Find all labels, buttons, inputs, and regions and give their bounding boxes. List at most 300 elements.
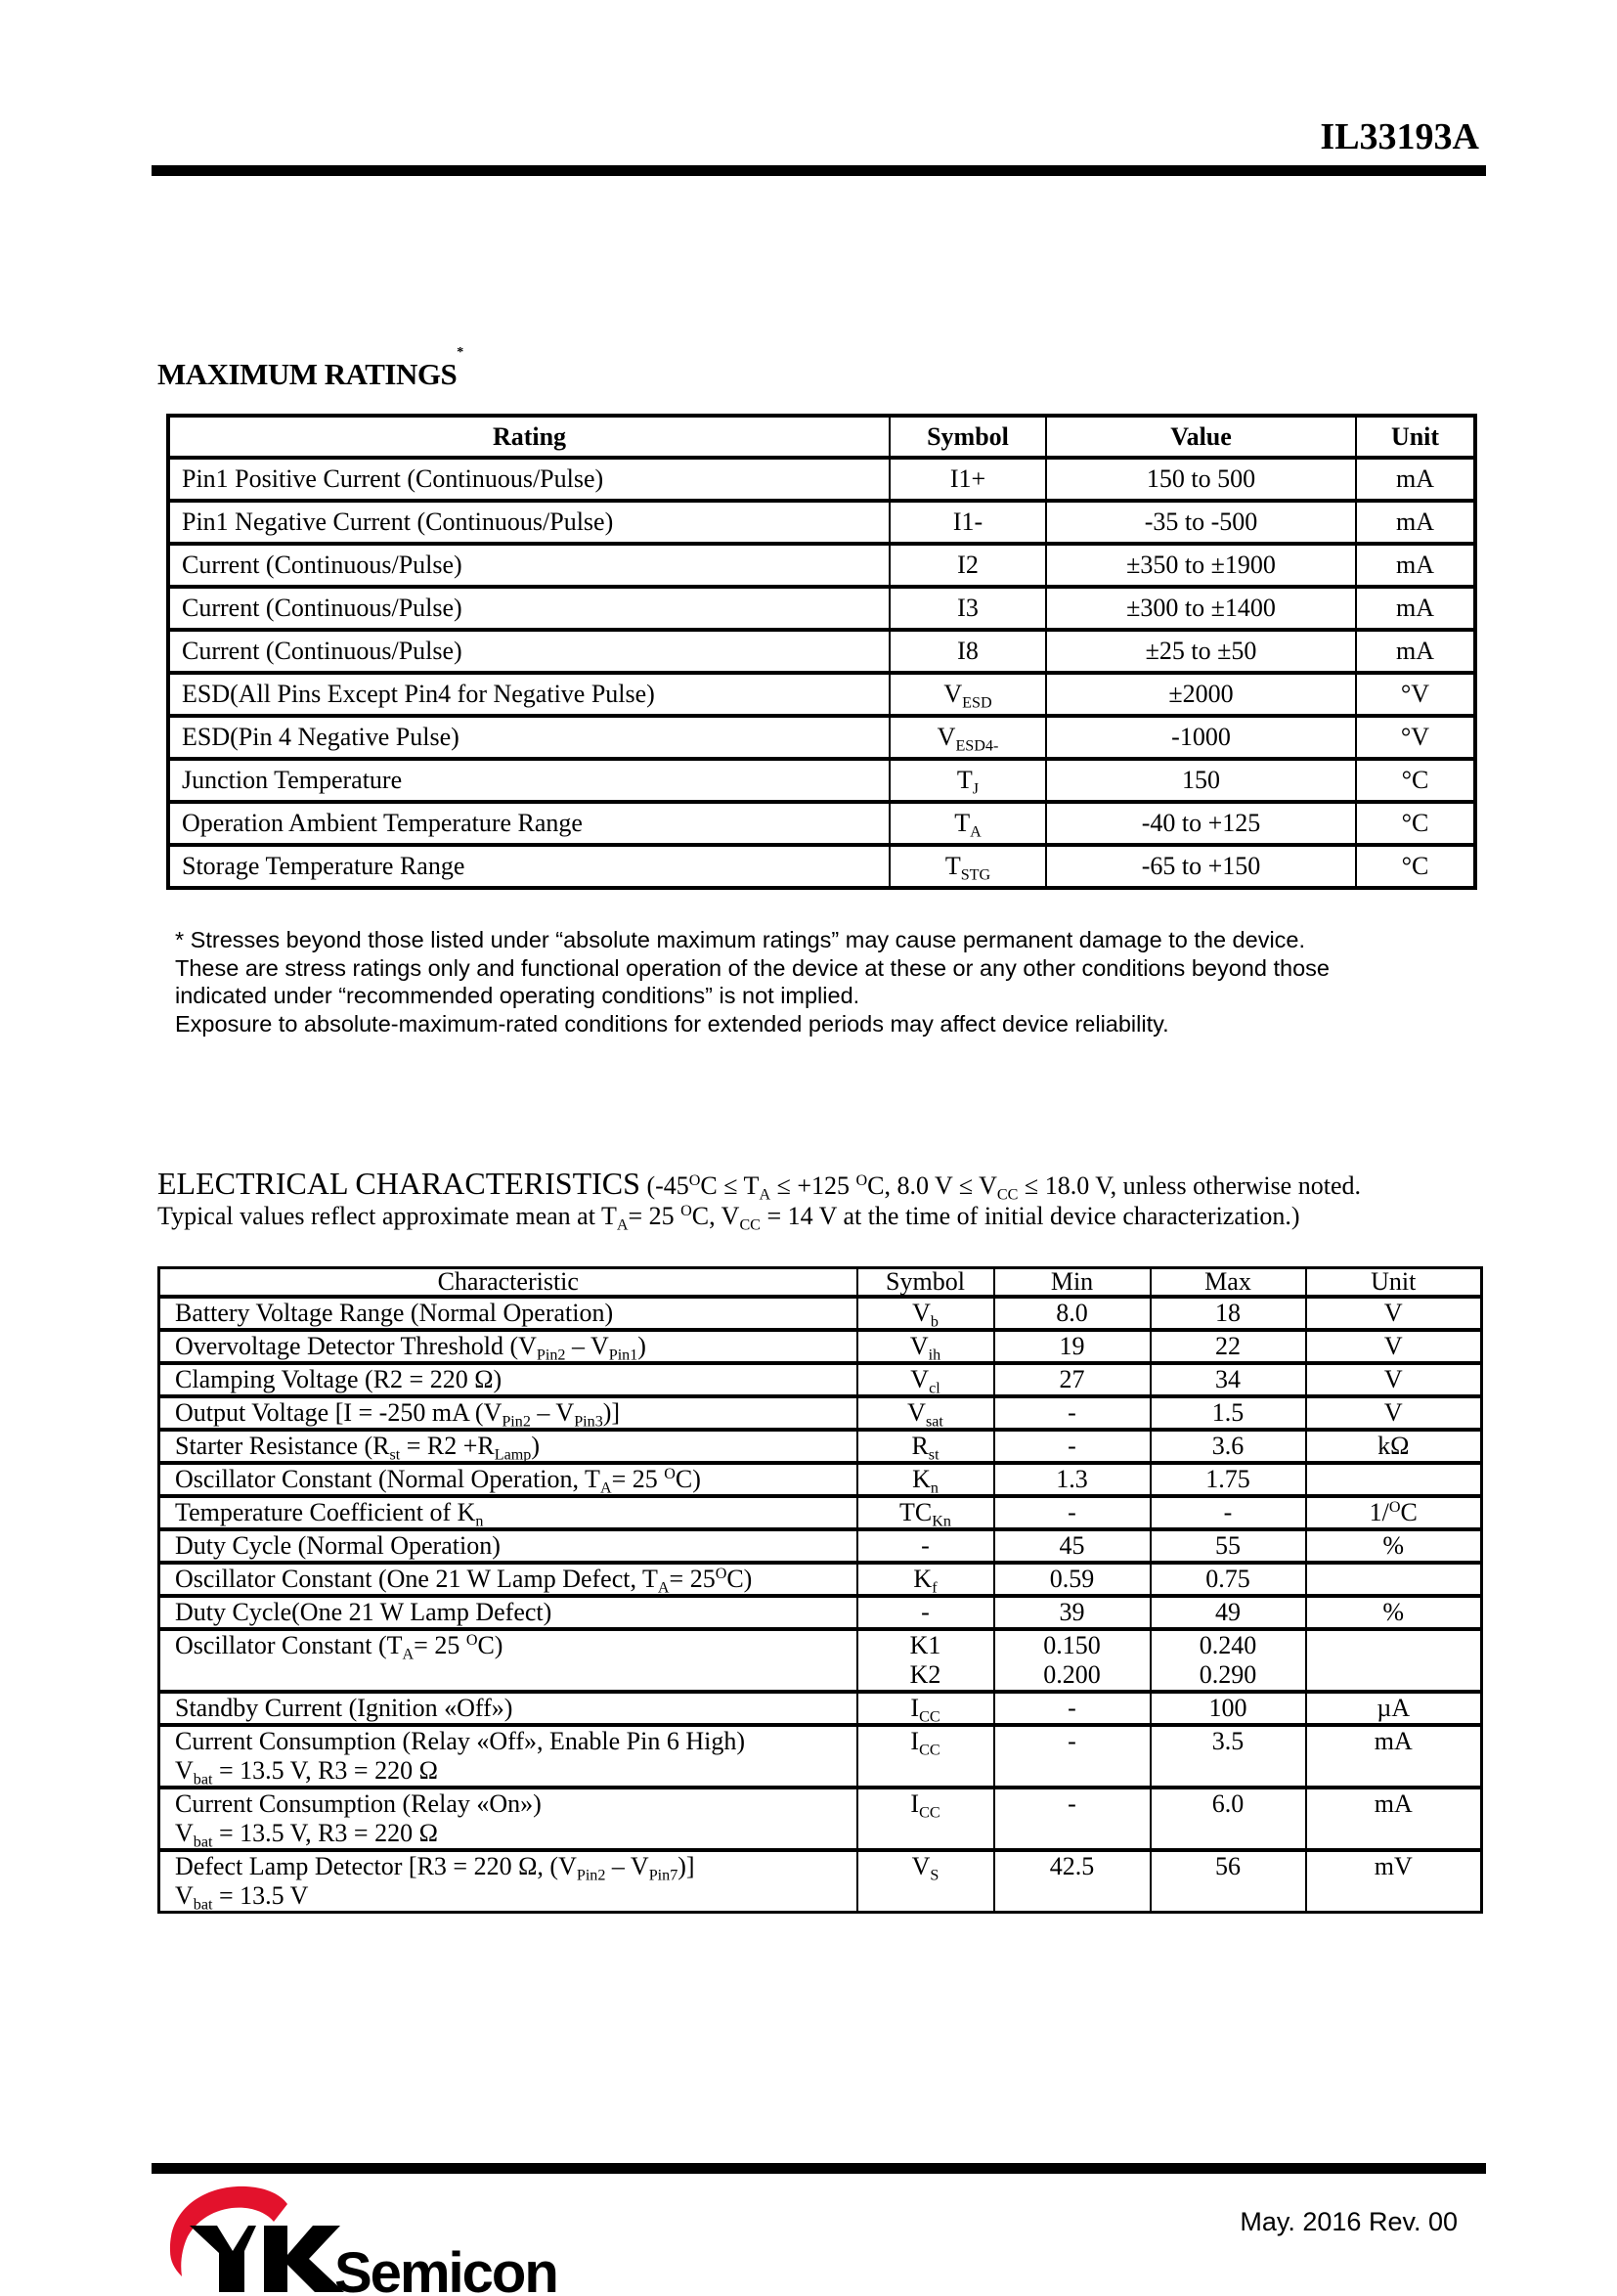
cell-line [1152,1498,1305,1527]
table-row [168,716,1475,759]
text-segment: 6.0 [1211,1789,1245,1818]
cell-line [175,1365,856,1394]
subscript: bat [193,1896,213,1914]
rating-cell: Operation Ambient Temperature Range [168,802,890,845]
text-segment: – V [605,1852,649,1880]
text-segment: 3.5 [1211,1727,1245,1755]
cell-line [1152,1531,1305,1561]
cell-line [858,1660,993,1690]
subscript: Pin1 [608,1347,638,1364]
subscript: CC [919,1804,940,1822]
superscript: O [855,1172,868,1190]
unit-cell: mA [1356,587,1475,630]
unit-cell [1306,1563,1482,1596]
table-row [159,1725,1482,1788]
text-segment: = 14 V at the time of initial device characterization.) [760,1202,1300,1230]
table-header-row [168,416,1475,458]
cell-line [858,1498,993,1530]
cell-line [1152,1727,1305,1756]
text-segment: V [175,1756,194,1785]
text-segment: C ≤ T [700,1171,760,1200]
characteristic-cell [159,1692,857,1725]
min-cell [994,1563,1151,1596]
table-row [168,759,1475,802]
text-segment: = R2 +R [400,1432,495,1460]
cell-line [858,1332,993,1364]
text-segment: 0.75 [1205,1565,1250,1593]
subscript: n [930,1479,939,1497]
cell-line [995,1498,1150,1527]
unit-cell: °C [1356,802,1475,845]
text-segment: 27 [1059,1365,1085,1393]
text-segment: Typical values reflect approximate mean at T [157,1202,617,1230]
characteristic-cell [159,1330,857,1363]
rating-cell: ESD(All Pins Except Pin4 for Negative Pulse) [168,673,890,716]
cell-line [995,1432,1150,1461]
text-segment: Current Consumption (Relay «Off», Enable Pin 6 High) [175,1727,746,1755]
cell-line [1307,1852,1481,1881]
text-segment: 0.240 [1199,1631,1257,1659]
table-header-row [159,1268,1482,1298]
subscript: st [928,1446,940,1464]
min-cell [994,1297,1151,1330]
rating-cell: Current (Continuous/Pulse) [168,587,890,630]
text-segment: I8 [957,637,979,665]
rating-cell: ESD(Pin 4 Negative Pulse) [168,716,890,759]
table-row [159,1629,1482,1692]
symbol-cell [857,1596,994,1629]
cell-line [1152,1631,1305,1660]
text-segment: V [907,1398,926,1427]
text-segment: Temperature Coefficient of K [175,1498,476,1526]
max-cell [1151,1529,1306,1563]
cell-line [995,1598,1150,1627]
text-segment: 19 [1059,1332,1085,1360]
max-cell [1151,1363,1306,1396]
unit-cell [1306,1363,1482,1396]
unit-cell: °V [1356,716,1475,759]
cell-line [1152,1432,1305,1461]
cell-line [995,1332,1150,1361]
text-segment: Oscillator Constant (T [175,1631,403,1659]
text-segment: = 25 [611,1465,665,1493]
cell-line [175,1881,856,1914]
cell-line [858,1598,993,1627]
table-row [168,845,1475,888]
symbol-cell [890,501,1046,544]
cell-line [1307,1432,1481,1461]
footnote-line: These are stress ratings only and functional operation of the device at these or any other conditions beyond those [175,954,1330,981]
symbol-cell [857,1496,994,1529]
table-row [168,587,1475,630]
text-segment: - [1068,1694,1076,1722]
subscript: ih [928,1347,941,1364]
unit-cell [1306,1297,1482,1330]
cell-line [1152,1789,1305,1819]
text-segment: 3.6 [1211,1432,1245,1460]
cell-line [1307,1789,1481,1819]
symbol-cell [857,1629,994,1692]
cell-line [175,1332,856,1364]
text-segment: 39 [1059,1598,1085,1626]
part-number: IL33193A [1320,116,1479,157]
text-segment: V [943,680,963,708]
cell-line [175,1756,856,1786]
text-segment: I [910,1789,920,1818]
cell-line [175,1432,856,1464]
table-row [168,802,1475,845]
cell-line [1152,1598,1305,1627]
text-segment: R [911,1432,929,1460]
max-cell [1151,1330,1306,1363]
value-cell: 150 [1046,759,1356,802]
electrical-characteristics-table [157,1266,1483,1914]
cell-line [1307,1531,1481,1561]
subscript: STG [960,866,991,884]
text-segment: I2 [957,551,979,579]
max-cell [1151,1725,1306,1788]
characteristic-cell [159,1297,857,1330]
cell-line [995,1694,1150,1723]
text-segment: Duty Cycle (Normal Operation) [175,1531,501,1560]
subscript: Pin2 [536,1347,566,1364]
characteristic-cell [159,1463,857,1496]
column-header-max: Max [1151,1268,1306,1298]
text-segment: = 25 [628,1202,681,1230]
column-header-unit: Unit [1356,416,1475,458]
text-segment: 0.59 [1049,1565,1095,1593]
cell-line [1152,1332,1305,1361]
cell-line [995,1631,1150,1660]
characteristic-cell [159,1629,857,1692]
table-row [159,1850,1482,1913]
subscript: Lamp [494,1446,532,1464]
text-segment: Output Voltage [I = -250 mA (V [175,1398,503,1427]
rating-cell: Current (Continuous/Pulse) [168,544,890,587]
min-cell [994,1692,1151,1725]
text-segment: T [956,766,973,794]
text-segment: 22 [1215,1332,1241,1360]
value-cell: ±2000 [1046,673,1356,716]
characteristic-cell [159,1529,857,1563]
text-segment: - [921,1598,930,1626]
cell-line [1307,1299,1481,1328]
subscript: CC [919,1742,940,1759]
subscript: A [759,1186,771,1204]
column-header-value: Value [1046,416,1356,458]
text-segment: V [912,1299,931,1327]
text-segment: 0.200 [1043,1660,1101,1689]
max-cell [1151,1430,1306,1463]
cell-line [995,1365,1150,1394]
table-row [159,1596,1482,1629]
text-segment: 100 [1208,1694,1247,1722]
cell-line [858,1727,993,1759]
electrical-characteristics-title: ELECTRICAL CHARACTERISTICS [157,1166,640,1201]
unit-cell [1306,1330,1482,1363]
text-segment: - [1068,1498,1076,1526]
subscript: A [599,1479,612,1497]
text-segment: 49 [1215,1598,1241,1626]
conditions-line-2 [157,1201,1361,1234]
text-segment: V [937,723,956,751]
cell-line [1307,1727,1481,1756]
max-cell [1151,1563,1306,1596]
subscript: f [932,1579,938,1597]
unit-cell [1306,1430,1482,1463]
subscript: CC [739,1216,761,1234]
subscript: A [616,1216,629,1234]
text-segment: = 25 [414,1631,466,1659]
max-ratings-footnote [175,926,1330,1038]
unit-cell [1306,1596,1482,1629]
rating-cell: Current (Continuous/Pulse) [168,630,890,673]
max-ratings-title-text: MAXIMUM RATINGS [157,357,458,391]
cell-line [858,1299,993,1331]
text-segment: ) [637,1332,646,1360]
text-segment: V [909,1332,929,1360]
text-segment: K2 [909,1660,941,1689]
text-segment: K1 [909,1631,941,1659]
electrical-characteristics-heading [157,1166,1361,1234]
cell-line [175,1565,856,1597]
table-row [168,544,1475,587]
text-segment: I1+ [949,464,986,493]
unit-cell: mA [1356,544,1475,587]
unit-cell [1306,1463,1482,1496]
cell-line [175,1819,856,1851]
table-row [159,1363,1482,1396]
table-row [159,1496,1482,1529]
min-cell [994,1850,1151,1913]
cell-line [858,1789,993,1822]
text-segment: = 13.5 V, R3 = 220 Ω [212,1819,438,1847]
symbol-cell [857,1850,994,1913]
cell-line [995,1299,1150,1328]
max-cell [1151,1629,1306,1692]
subscript: sat [925,1413,943,1431]
cell-line [858,1631,993,1660]
text-segment: - [1068,1398,1076,1427]
cell-line [1152,1365,1305,1394]
text-segment: TC [899,1498,933,1526]
text-segment: Clamping Voltage (R2 = 220 Ω) [175,1365,503,1393]
text-segment: ≤ +125 [770,1171,856,1200]
cell-line [995,1789,1150,1819]
cell-line [175,1398,856,1431]
text-segment: - [1068,1727,1076,1755]
table-row [159,1396,1482,1430]
cell-line [175,1498,856,1530]
subscript: Pin2 [502,1413,531,1431]
symbol-cell [890,458,1046,501]
superscript: O [680,1203,692,1220]
min-cell [994,1330,1151,1363]
symbol-cell [857,1529,994,1563]
unit-cell: mA [1356,630,1475,673]
text-segment: C [1400,1498,1418,1526]
subscript: cl [929,1380,940,1397]
characteristic-cell [159,1850,857,1913]
min-cell [994,1629,1151,1692]
cell-line [1152,1465,1305,1494]
cell-line [1307,1598,1481,1627]
superscript: O [715,1566,727,1583]
text-segment: 1.75 [1205,1465,1250,1493]
footnote-mark: * [457,345,463,360]
symbol-cell [890,673,1046,716]
cell-line [995,1565,1150,1594]
text-segment: - [1068,1432,1076,1460]
cell-line [1152,1852,1305,1881]
cell-line [995,1531,1150,1561]
text-segment: 1.3 [1056,1465,1088,1493]
text-segment: V [175,1881,194,1910]
subscript: n [475,1513,484,1530]
unit-cell: °V [1356,673,1475,716]
unit-cell [1306,1692,1482,1725]
rating-cell: Pin1 Negative Current (Continuous/Pulse) [168,501,890,544]
subscript: CC [996,1186,1019,1204]
table-row [159,1563,1482,1596]
max-cell [1151,1788,1306,1850]
text-segment: V [1383,1299,1403,1327]
text-segment: 0.290 [1199,1660,1257,1689]
unit-cell: °C [1356,759,1475,802]
text-segment: T [944,852,961,880]
table-row [168,458,1475,501]
text-segment: K [912,1465,931,1493]
characteristic-cell [159,1563,857,1596]
cell-line [1152,1660,1305,1690]
unit-cell [1306,1629,1482,1692]
min-cell [994,1596,1151,1629]
cell-line [1152,1299,1305,1328]
text-segment: K [913,1565,933,1593]
footnote-line: Exposure to absolute-maximum-rated conditions for extended periods may affect device reliability. [175,1011,1169,1038]
column-header-characteristic: Characteristic [159,1268,857,1298]
table-row [159,1297,1482,1330]
text-segment: 8.0 [1056,1299,1088,1327]
text-segment: V [175,1819,194,1847]
footnote-line: indicated under “recommended operating conditions” is not implied. [175,983,860,1009]
characteristic-cell [159,1496,857,1529]
cell-line [995,1852,1150,1881]
cell-line [175,1694,856,1723]
cell-line [1307,1398,1481,1428]
text-segment: 18 [1215,1299,1241,1327]
value-cell: ±300 to ±1400 [1046,587,1356,630]
symbol-cell [890,716,1046,759]
cell-line [175,1789,856,1819]
subscript: S [930,1867,940,1884]
rating-cell: Junction Temperature [168,759,890,802]
symbol-cell [857,1396,994,1430]
max-cell [1151,1850,1306,1913]
text-segment: )] [602,1398,621,1427]
column-header-symbol: Symbol [857,1268,994,1298]
text-segment: (-45 [639,1171,689,1200]
unit-cell [1306,1850,1482,1913]
subscript: Pin2 [576,1867,606,1884]
rating-cell: Pin1 Positive Current (Continuous/Pulse) [168,458,890,501]
text-segment: – V [530,1398,575,1427]
cell-line [175,1727,856,1756]
symbol-cell [890,845,1046,888]
cell-line [175,1852,856,1884]
rating-cell: Storage Temperature Range [168,845,890,888]
min-cell [994,1788,1151,1850]
column-header-unit: Unit [1306,1268,1482,1298]
text-segment: 45 [1059,1531,1085,1560]
symbol-cell [857,1788,994,1850]
subscript: J [972,780,980,798]
symbol-cell [857,1692,994,1725]
subscript: Kn [932,1513,951,1530]
symbol-cell [890,587,1046,630]
symbol-cell [857,1297,994,1330]
table-row [159,1692,1482,1725]
text-segment: mV [1374,1852,1413,1880]
max-cell [1151,1297,1306,1330]
max-cell [1151,1396,1306,1430]
text-segment: V [1383,1398,1403,1427]
symbol-cell [890,630,1046,673]
text-segment: I [910,1727,920,1755]
value-cell: -65 to +150 [1046,845,1356,888]
cell-line [995,1727,1150,1756]
table-row [159,1430,1482,1463]
text-segment: = 13.5 V [212,1881,309,1910]
symbol-cell [890,759,1046,802]
value-cell: -40 to +125 [1046,802,1356,845]
cell-line [175,1299,856,1328]
text-segment: I [910,1694,920,1722]
superscript: O [664,1466,676,1483]
cell-line [1307,1365,1481,1394]
max-ratings-table [166,414,1477,890]
table-row [159,1463,1482,1496]
text-segment: ) [531,1432,541,1460]
logo-letter-k [264,2226,344,2292]
text-segment: = 13.5 V, R3 = 220 Ω [212,1756,438,1785]
text-segment: I1- [952,508,983,536]
conditions-line-1 [639,1171,1361,1204]
symbol-cell [890,802,1046,845]
text-segment: C) [477,1631,503,1659]
symbol-cell [890,544,1046,587]
subscript: bat [193,1833,213,1851]
text-segment: Oscillator Constant (One 21 W Lamp Defect, T [175,1565,658,1593]
table-row [159,1788,1482,1850]
text-segment: C) [726,1565,753,1593]
subscript: ESD [962,694,992,712]
value-cell: ±25 to ±50 [1046,630,1356,673]
text-segment: – V [565,1332,609,1360]
min-cell [994,1529,1151,1563]
subscript: A [657,1579,670,1597]
cell-line [858,1465,993,1497]
cell-line [995,1465,1150,1494]
text-segment: V [911,1852,931,1880]
column-header-symbol: Symbol [890,416,1046,458]
symbol-cell [857,1563,994,1596]
cell-line [858,1531,993,1561]
symbol-cell [857,1330,994,1363]
min-cell [994,1363,1151,1396]
text-segment: = 25 [669,1565,716,1593]
column-header-min: Min [994,1268,1151,1298]
